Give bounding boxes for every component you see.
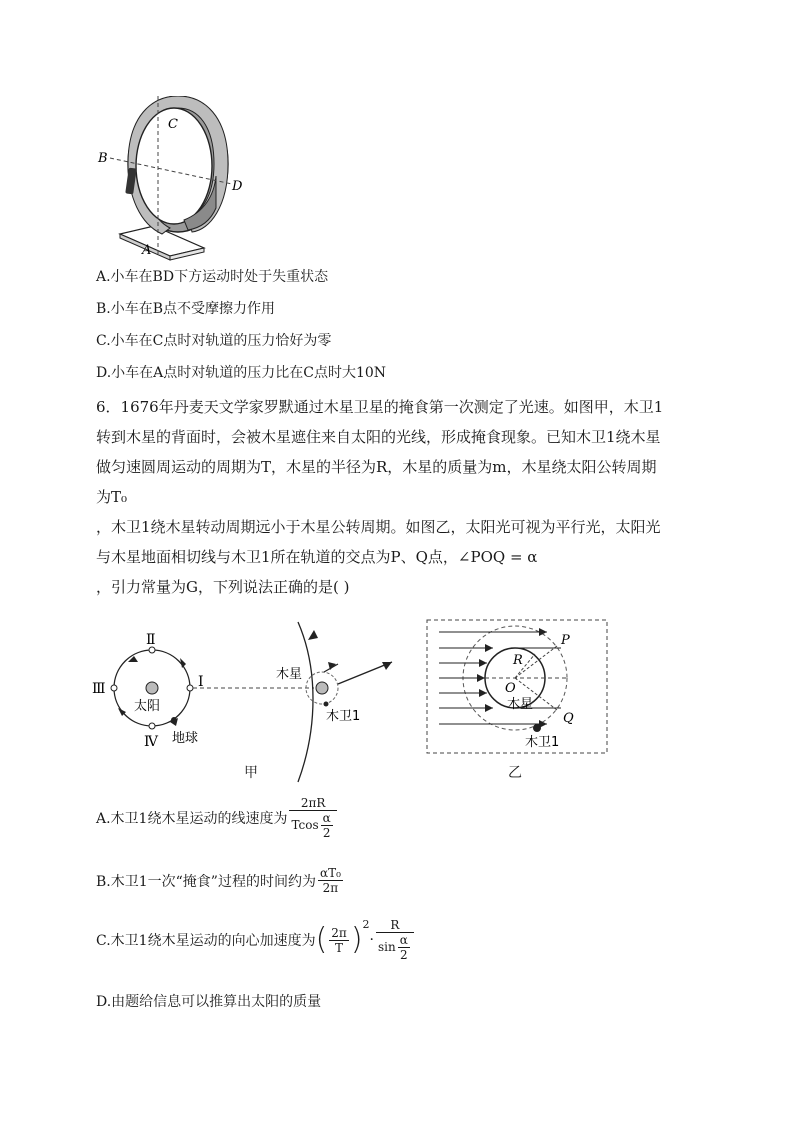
q5-option-d: D.小车在A点时对轨道的压力比在C点时大10N [96,365,387,381]
q6-line-5: ，木卫1绕木星转动周期远小于木星公转周期。如图乙，太阳光可视为平行光，太阳光 [96,518,661,536]
c-exponent: 2 [362,918,370,931]
label-O: O [505,681,516,696]
label-I: I [198,674,204,690]
q6-option-c [96,918,416,962]
c-den-den: 2 [399,948,408,962]
c-den-num: α [399,933,408,947]
label-C: C [168,117,178,132]
question-6-text [96,392,696,602]
q6-option-b [96,866,345,895]
c-dot: · [369,932,374,948]
label-A: A [142,243,152,258]
label-II: Ⅱ [146,632,156,648]
label-IV: Ⅳ [144,734,158,750]
q6-line-6: 与木星地面相切线与木卫1所在轨道的交点为P、Q点，∠POQ = α [96,548,538,566]
label-io: 木卫1 [326,709,361,724]
label-io-yi: 木卫1 [525,735,560,750]
c-den-fraction [398,933,410,962]
c-den-text: sin [378,940,396,954]
c-paren-den: T [335,940,344,955]
q6-option-b-text: B.木卫1一次“掩食”过程的时间约为 [96,873,316,890]
caption-jia: 甲 [244,765,258,781]
q6-line-4: 为T₀ [96,488,128,506]
q6-option-a-text: A.木卫1绕木星运动的线速度为 [96,811,288,827]
c-paren-num: 2π [331,925,347,940]
c-num: R [376,918,414,933]
c-den [376,933,414,962]
b-numerator: αT₀ [319,866,341,880]
a-den-fraction [321,811,333,840]
a-denominator [289,811,336,840]
q6-option-c-text: C.木卫1绕木星运动的向心加速度为 [96,933,316,949]
c-left-paren: ( [315,922,328,957]
a-den-text: Tcos [291,818,319,832]
label-jupiter-yi: 木星 [507,697,534,712]
b-denominator: 2π [322,881,339,895]
figure-yi [425,618,610,783]
label-D: D [232,179,243,194]
label-R: R [513,653,523,668]
caption-yi: 乙 [508,765,522,781]
c-paren-fraction [329,926,349,955]
q6-option-a-fraction [289,796,336,840]
a-den-den: 2 [322,826,331,840]
c-fraction [376,918,414,962]
label-sun: 太阳 [134,699,161,714]
label-earth: 地球 [172,731,199,746]
label-jupiter: 木星 [276,667,303,682]
label-P: P [561,633,570,648]
q6-option-a [96,796,339,840]
a-numerator: 2πR [289,796,336,811]
q6-line-7: ，引力常量为G，下列说法正确的是( ) [96,578,350,596]
label-Q: Q [563,711,574,726]
loop-track-figure [92,96,252,261]
c-right-paren: ) [350,922,363,957]
q5-option-c: C.小车在C点时对轨道的压力恰好为零 [96,333,332,349]
label-III: Ⅲ [92,681,106,697]
a-den-num: α [322,811,331,825]
q6-option-b-fraction [318,866,343,895]
q6-option-d: D.由题给信息可以推算出太阳的质量 [96,994,322,1010]
q5-option-a: A.小车在BD下方运动时处于失重状态 [96,269,329,285]
q6-line-3: 做匀速圆周运动的周期为T，木星的半径为R，木星的质量为m，木星绕太阳公转周期 [96,458,657,476]
label-B: B [98,151,108,166]
q5-option-b: B.小车在B点不受摩擦力作用 [96,301,276,317]
q6-line-2: 转到木星的背面时，会被木星遮住来自太阳的光线，形成掩食现象。已知木卫1绕木星 [96,428,661,446]
q6-line-1: 6．1676年丹麦天文学家罗默通过木星卫星的掩食第一次测定了光速。如图甲，木卫1 [96,398,664,416]
